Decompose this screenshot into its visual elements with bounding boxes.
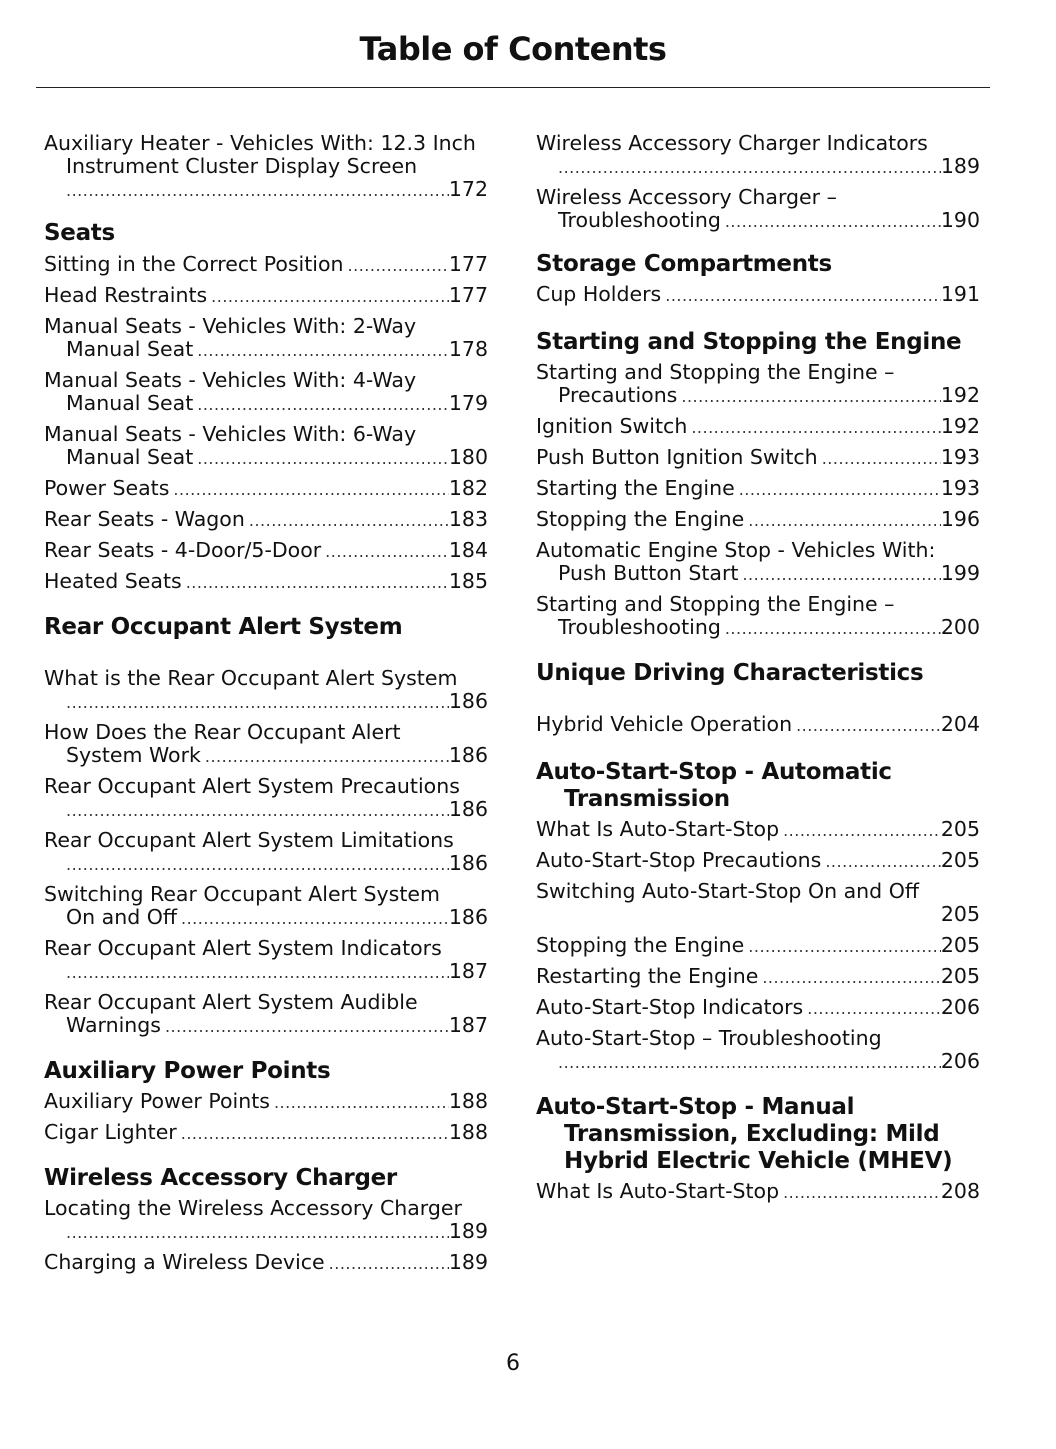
toc-entry-page: 187 xyxy=(448,959,488,983)
toc-entry[interactable] xyxy=(536,446,980,470)
toc-entry[interactable] xyxy=(536,477,980,501)
toc-entry[interactable] xyxy=(44,721,488,768)
toc-entry-page: 205 xyxy=(940,933,980,957)
toc-entry-title: Head Restraints xyxy=(44,283,208,307)
dot-leader xyxy=(691,416,941,439)
toc-entry-page: 205 xyxy=(940,817,980,841)
toc-entry[interactable] xyxy=(536,818,980,842)
dot-leader xyxy=(325,540,449,563)
dot-leader xyxy=(66,1221,449,1244)
toc-entry-page: 205 xyxy=(940,848,980,872)
toc-entry[interactable] xyxy=(536,880,980,927)
toc-entry[interactable] xyxy=(44,369,488,416)
toc-left-column xyxy=(44,132,488,1282)
toc-entry-title: Locating the Wireless Accessory Charger xyxy=(44,1196,462,1220)
toc-entry[interactable] xyxy=(536,996,980,1020)
toc-entry-title: Auto-Start-Stop – Troubleshooting xyxy=(536,1026,882,1050)
toc-entry-page: 185 xyxy=(448,569,488,593)
toc-entry[interactable] xyxy=(44,829,488,876)
dot-leader xyxy=(197,447,449,470)
toc-entry-page: 189 xyxy=(940,154,980,178)
dot-leader xyxy=(181,907,449,930)
toc-entry-title: Auxiliary Power Points xyxy=(44,1089,270,1113)
toc-entry-page: 177 xyxy=(448,252,488,276)
toc-entry[interactable] xyxy=(44,253,488,277)
toc-entry[interactable] xyxy=(44,991,488,1038)
toc-entry[interactable] xyxy=(536,1180,980,1204)
section-heading-auto-start-stop-automatic[interactable]: Auto-Start-Stop - Automatic Transmission xyxy=(536,759,892,812)
toc-entry[interactable] xyxy=(536,508,980,532)
toc-entry-title: Auto-Start-Stop Indicators xyxy=(536,995,804,1019)
toc-entry-title: Power Seats xyxy=(44,476,170,500)
toc-entry-title: Auxiliary Heater - Vehicles With: 12.3 Inch Instrument Cluster Display Screen xyxy=(44,131,476,178)
dot-leader xyxy=(211,285,449,308)
toc-entry-title: Starting and Stopping the Engine – xyxy=(536,592,895,616)
toc-entry-title: Ignition Switch xyxy=(536,414,688,438)
toc-entry-title: Auto-Start-Stop Precautions xyxy=(536,848,822,872)
page-number: 6 xyxy=(506,1351,520,1376)
toc-entry[interactable] xyxy=(44,1251,488,1275)
toc-entry-title: Automatic Engine Stop - Vehicles With: xyxy=(536,538,936,562)
toc-entry-title-cont: Manual Seat xyxy=(66,337,194,361)
toc-entry-page: 196 xyxy=(940,507,980,531)
toc-entry[interactable] xyxy=(44,1197,488,1244)
toc-entry-title-cont: On and Off xyxy=(66,905,177,929)
toc-entry-page: 178 xyxy=(448,337,488,361)
toc-entry-page: 183 xyxy=(448,507,488,531)
toc-entry-title-cont: Manual Seat xyxy=(66,445,194,469)
toc-entry[interactable] xyxy=(536,965,980,989)
dot-leader xyxy=(822,447,941,470)
toc-entry-title: Sitting in the Correct Position xyxy=(44,252,344,276)
toc-entry-page: 179 xyxy=(448,391,488,415)
toc-entry-page: 190 xyxy=(940,208,980,232)
toc-right-column xyxy=(536,132,980,1211)
toc-entry[interactable] xyxy=(44,508,488,532)
toc-entry-title-cont: Troubleshooting xyxy=(558,208,721,232)
toc-entry-title: Rear Occupant Alert System Limitations xyxy=(44,828,454,852)
toc-entry-title: Switching Auto-Start-Stop On and Off xyxy=(536,879,919,903)
dot-leader xyxy=(181,1122,449,1145)
toc-entry-title: Switching Rear Occupant Alert System xyxy=(44,882,440,906)
dot-leader xyxy=(762,966,941,989)
dot-leader xyxy=(66,961,449,984)
toc-entry-title: Manual Seats - Vehicles With: 4-Way xyxy=(44,368,417,392)
toc-entry[interactable] xyxy=(44,1090,488,1114)
toc-entry-title: Stopping the Engine xyxy=(536,507,745,531)
dot-leader xyxy=(173,478,448,501)
toc-entry-title: Wireless Accessory Charger Indicators xyxy=(536,131,928,155)
toc-entry-title-cont: Precautions xyxy=(558,383,678,407)
section-heading-wireless-accessory-charger[interactable]: Wireless Accessory Charger xyxy=(44,1165,397,1191)
section-heading-rear-occupant-alert[interactable]: Rear Occupant Alert System xyxy=(44,614,403,640)
dot-leader xyxy=(783,1181,941,1204)
title-divider xyxy=(36,87,990,88)
toc-entry-page: 193 xyxy=(940,476,980,500)
toc-entry[interactable] xyxy=(44,1121,488,1145)
section-heading-storage-compartments[interactable]: Storage Compartments xyxy=(536,251,832,277)
dot-leader xyxy=(807,997,941,1020)
toc-entry[interactable] xyxy=(44,570,488,594)
toc-entry-title-cont: Push Button Start xyxy=(558,561,739,585)
toc-entry-title: How Does the Rear Occupant Alert xyxy=(44,720,401,744)
toc-entry[interactable] xyxy=(44,477,488,501)
dot-leader xyxy=(165,1015,449,1038)
dot-leader xyxy=(329,1252,449,1275)
toc-entry-page: 184 xyxy=(448,538,488,562)
toc-entry[interactable] xyxy=(536,186,980,233)
section-heading-auto-start-stop-manual[interactable]: Auto-Start-Stop - Manual Transmission, Excluding: Mild Hybrid Electric Vehicle (MHEV) xyxy=(536,1094,953,1174)
toc-entry[interactable] xyxy=(44,423,488,470)
section-heading-auxiliary-power-points[interactable]: Auxiliary Power Points xyxy=(44,1058,331,1084)
toc-entry-page: 186 xyxy=(448,905,488,929)
dot-leader xyxy=(66,799,449,822)
toc-entry-title-cont: System Work xyxy=(66,743,201,767)
toc-entry-page: 205 xyxy=(940,964,980,988)
toc-entry-title: What Is Auto-Start-Stop xyxy=(536,1179,780,1203)
toc-entry[interactable] xyxy=(536,713,980,737)
dot-leader xyxy=(66,691,449,714)
toc-entry-title: Cigar Lighter xyxy=(44,1120,177,1144)
toc-entry-title: Restarting the Engine xyxy=(536,964,759,988)
toc-entry-page: 188 xyxy=(448,1089,488,1113)
toc-entry-title: What is the Rear Occupant Alert System xyxy=(44,666,458,690)
toc-entry-page: 186 xyxy=(448,797,488,821)
dot-leader xyxy=(748,509,941,532)
toc-entry-title: Manual Seats - Vehicles With: 2-Way xyxy=(44,314,417,338)
toc-entry[interactable] xyxy=(44,315,488,362)
toc-entry-page: 208 xyxy=(940,1179,980,1203)
toc-entry-page: 180 xyxy=(448,445,488,469)
toc-entry-title: Wireless Accessory Charger – xyxy=(536,185,837,209)
toc-entry-page: 192 xyxy=(940,383,980,407)
toc-entry-page: 191 xyxy=(940,282,980,306)
dot-leader xyxy=(249,509,449,532)
dot-leader xyxy=(558,156,941,179)
toc-entry-title: Cup Holders xyxy=(536,282,662,306)
section-heading-starting-stopping[interactable]: Starting and Stopping the Engine xyxy=(536,329,962,355)
toc-entry-page: 182 xyxy=(448,476,488,500)
dot-leader xyxy=(725,617,941,640)
dot-leader xyxy=(66,853,449,876)
dot-leader xyxy=(205,745,449,768)
dot-leader xyxy=(186,571,449,594)
dot-leader xyxy=(558,1051,941,1074)
toc-entry-title: Push Button Ignition Switch xyxy=(536,445,818,469)
toc-entry-page: 177 xyxy=(448,283,488,307)
dot-leader xyxy=(681,385,940,408)
toc-entry-title: Rear Occupant Alert System Precautions xyxy=(44,774,460,798)
toc-entry-page: 206 xyxy=(940,1049,980,1073)
toc-entry-title: What Is Auto-Start-Stop xyxy=(536,817,780,841)
toc-entry[interactable] xyxy=(536,593,980,640)
toc-entry-title: Starting the Engine xyxy=(536,476,735,500)
toc-entry-title: Rear Seats - 4-Door/5-Door xyxy=(44,538,322,562)
toc-entry[interactable] xyxy=(44,937,488,984)
toc-entry[interactable] xyxy=(536,934,980,958)
toc-entry[interactable] xyxy=(536,539,980,586)
dot-leader xyxy=(197,339,449,362)
toc-entry[interactable] xyxy=(44,539,488,563)
toc-entry-title: Charging a Wireless Device xyxy=(44,1250,325,1274)
toc-entry-page: 172 xyxy=(448,177,488,201)
toc-entry-title: Stopping the Engine xyxy=(536,933,745,957)
dot-leader xyxy=(665,284,941,307)
toc-entry[interactable] xyxy=(44,883,488,930)
toc-entry-page: 189 xyxy=(448,1250,488,1274)
toc-entry-page: 206 xyxy=(940,995,980,1019)
toc-entry-page: 186 xyxy=(448,743,488,767)
dot-leader xyxy=(739,478,941,501)
toc-entry-page: 189 xyxy=(448,1219,488,1243)
toc-entry-page: 205 xyxy=(940,902,980,926)
dot-leader xyxy=(783,819,941,842)
toc-entry[interactable] xyxy=(536,283,980,307)
dot-leader xyxy=(725,210,941,233)
toc-entry-title: Rear Occupant Alert System Audible xyxy=(44,990,418,1014)
toc-entry[interactable] xyxy=(44,284,488,308)
toc-entry-title: Rear Seats - Wagon xyxy=(44,507,245,531)
toc-entry[interactable] xyxy=(536,1027,980,1074)
toc-entry[interactable] xyxy=(44,667,488,714)
toc-entry[interactable] xyxy=(536,415,980,439)
toc-entry-title: Starting and Stopping the Engine – xyxy=(536,360,895,384)
dot-leader xyxy=(66,179,449,202)
toc-entry[interactable] xyxy=(536,132,980,179)
toc-entry[interactable] xyxy=(44,775,488,822)
toc-entry-page: 186 xyxy=(448,851,488,875)
toc-entry-title: Heated Seats xyxy=(44,569,182,593)
toc-entry-title: Manual Seats - Vehicles With: 6-Way xyxy=(44,422,417,446)
toc-entry[interactable] xyxy=(44,132,488,202)
toc-entry-page: 187 xyxy=(448,1013,488,1037)
dot-leader xyxy=(197,393,449,416)
toc-entry-page: 200 xyxy=(940,615,980,639)
toc-entry-title-cont: Troubleshooting xyxy=(558,615,721,639)
toc-entry-page: 193 xyxy=(940,445,980,469)
toc-entry-page: 204 xyxy=(940,712,980,736)
dot-leader xyxy=(748,935,941,958)
toc-entry-title-cont: Warnings xyxy=(66,1013,161,1037)
section-heading-unique-driving[interactable]: Unique Driving Characteristics xyxy=(536,660,924,686)
toc-entry[interactable] xyxy=(536,849,980,873)
page-title: Table of Contents xyxy=(359,30,667,68)
dot-leader xyxy=(742,563,940,586)
toc-entry-title: Hybrid Vehicle Operation xyxy=(536,712,793,736)
dot-leader xyxy=(348,254,449,277)
dot-leader xyxy=(274,1091,449,1114)
dot-leader xyxy=(825,850,941,873)
toc-entry-page: 199 xyxy=(940,561,980,585)
toc-entry-title: Rear Occupant Alert System Indicators xyxy=(44,936,442,960)
toc-entry-page: 186 xyxy=(448,689,488,713)
toc-entry[interactable] xyxy=(536,361,980,408)
dot-leader xyxy=(796,714,941,737)
section-heading-seats[interactable]: Seats xyxy=(44,220,115,246)
toc-entry-page: 192 xyxy=(940,414,980,438)
toc-entry-title-cont: Manual Seat xyxy=(66,391,194,415)
toc-entry-page: 188 xyxy=(448,1120,488,1144)
